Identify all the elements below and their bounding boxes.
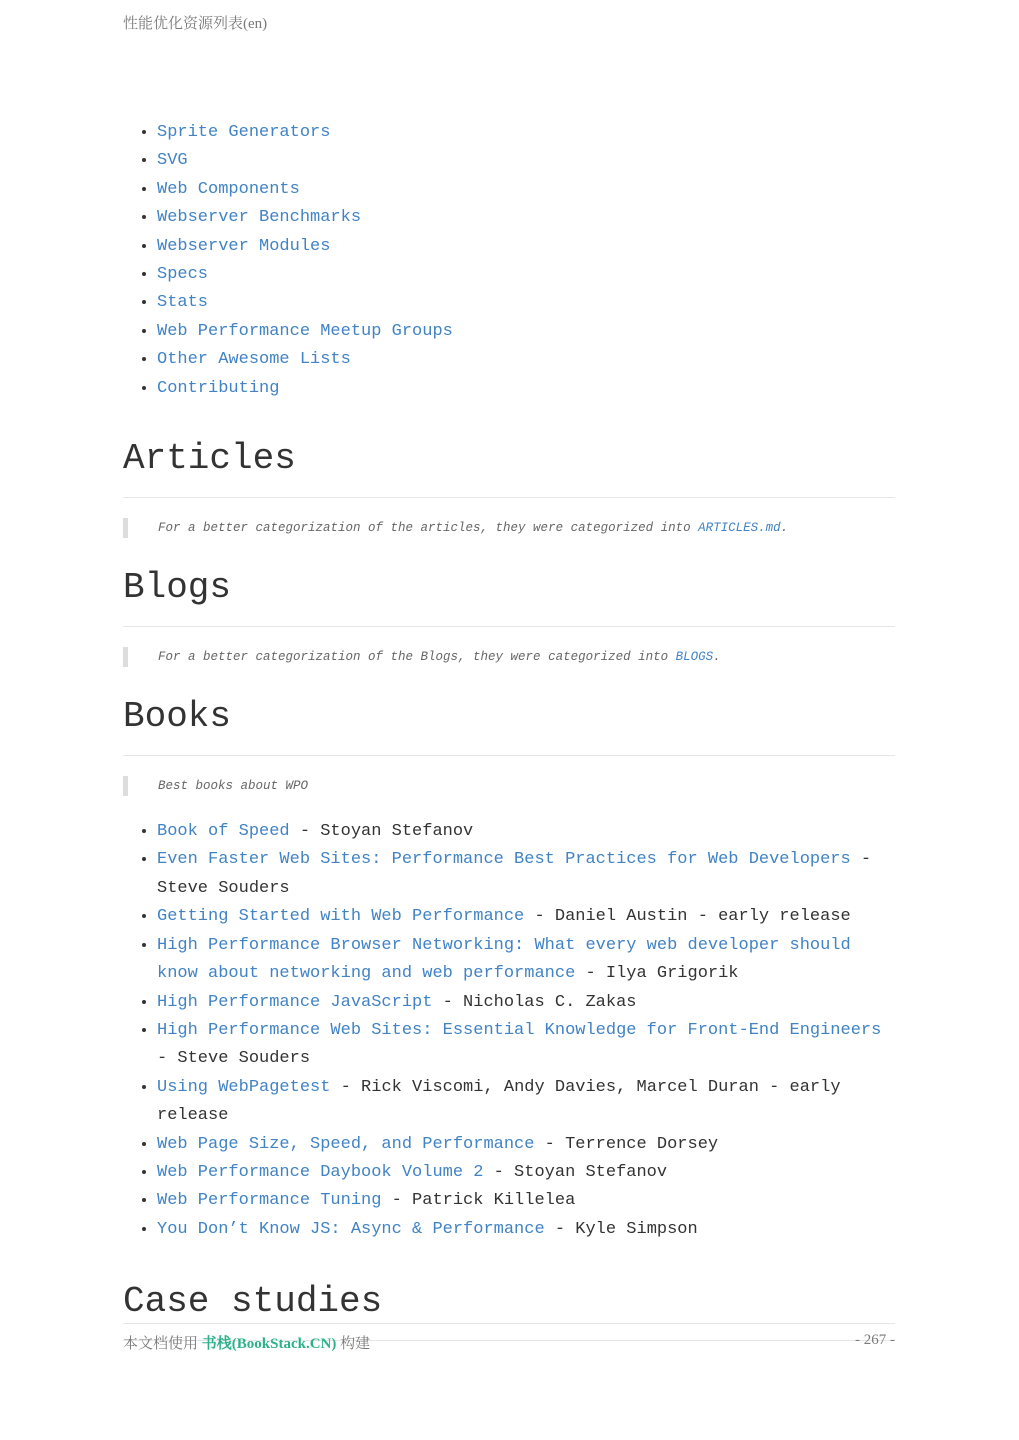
toc-link-contributing[interactable]: Contributing [157, 378, 280, 398]
footer-prefix: 本文档使用 [123, 1336, 202, 1352]
toc-link-stats[interactable]: Stats [157, 293, 209, 313]
case-studies-heading: Case studies [123, 1282, 895, 1341]
toc-item [157, 204, 895, 232]
toc-link-webserver-modules[interactable]: Webserver Modules [157, 236, 331, 256]
toc-link-svg[interactable]: SVG [157, 151, 188, 171]
book-link[interactable]: High Performance JavaScript [157, 992, 433, 1012]
book-link[interactable]: High Performance Web Sites: Essential Knowledge for Front-End Engineers [157, 1020, 882, 1040]
book-author: - Daniel Austin - early release [524, 907, 851, 927]
toc-item [157, 119, 895, 147]
toc-item [157, 176, 895, 204]
toc-link-specs[interactable]: Specs [157, 265, 209, 285]
books-note-text: Best books about WPO [158, 779, 309, 794]
book-item [157, 818, 895, 846]
toc-link-web-components[interactable]: Web Components [157, 179, 300, 199]
book-link[interactable]: Even Faster Web Sites: Performance Best Practices for Web Developers [157, 850, 851, 870]
blogs-link[interactable]: BLOGS [675, 650, 714, 665]
toc-link-sprite-generators[interactable]: Sprite Generators [157, 123, 331, 142]
toc-item [157, 147, 895, 175]
toc-item [157, 289, 895, 317]
book-author: - Nicholas C. Zakas [432, 992, 637, 1012]
articles-note-text: For a better categorization of the articles, they were categorized into [158, 521, 699, 536]
book-author: - Stoyan Stefanov [483, 1162, 668, 1182]
book-author: - Stoyan Stefanov [289, 822, 474, 842]
toc-link-other-awesome-lists[interactable]: Other Awesome Lists [157, 350, 351, 370]
toc-item [157, 375, 895, 403]
book-item [157, 1159, 895, 1187]
toc-item [157, 261, 895, 289]
book-link[interactable]: Web Performance Daybook Volume 2 [157, 1162, 484, 1182]
articles-note-suffix: . [780, 521, 789, 536]
book-item [157, 932, 895, 989]
articles-md-link[interactable]: ARTICLES.md [698, 521, 781, 536]
book-author: - Ilya Grigorik [575, 964, 739, 984]
books-list [123, 818, 895, 1244]
book-author: - Steve Souders [157, 1049, 311, 1069]
book-author: - Steve Souders [157, 850, 872, 898]
book-item [157, 1017, 895, 1074]
footer-suffix: 构建 [336, 1336, 371, 1352]
book-item [157, 989, 895, 1017]
book-author: - Patrick Killelea [381, 1191, 576, 1211]
book-link[interactable]: Web Performance Tuning [157, 1191, 382, 1211]
book-link[interactable]: You Don’t Know JS: Async & Performance [157, 1219, 545, 1239]
blogs-heading: Blogs [123, 568, 895, 627]
articles-note [123, 518, 895, 538]
book-item [157, 1074, 895, 1131]
page-header-title: 性能优化资源列表(en) [123, 16, 268, 32]
book-link[interactable]: Web Page Size, Speed, and Performance [157, 1134, 535, 1154]
document-content [123, 119, 895, 1341]
book-author: - Rick Viscomi, Andy Davies, Marcel Duran - early release [157, 1077, 841, 1126]
page-footer [123, 1323, 895, 1353]
blogs-note-text: For a better categorization of the Blogs, they were categorized into [158, 650, 676, 665]
page-number: - 267 - [855, 1332, 895, 1348]
toc-item [157, 318, 895, 346]
blogs-note-suffix: . [713, 650, 721, 665]
toc-item [157, 346, 895, 374]
toc-item [157, 233, 895, 261]
bookstack-link[interactable]: 书栈(BookStack.CN) [201, 1336, 337, 1352]
book-link[interactable]: Getting Started with Web Performance [157, 907, 525, 927]
book-link[interactable]: Using WebPagetest [157, 1077, 331, 1097]
book-author: - Terrence Dorsey [534, 1134, 719, 1154]
book-author: - Kyle Simpson [544, 1219, 698, 1239]
toc-list [123, 119, 895, 403]
book-link[interactable]: High Performance Browser Networking: What every web developer should know about networking and web performance [157, 935, 851, 984]
book-item [157, 1187, 895, 1215]
book-item [157, 846, 895, 903]
blogs-note [123, 647, 895, 667]
book-item [157, 903, 895, 931]
articles-heading: Articles [123, 439, 895, 498]
book-link[interactable]: Book of Speed [157, 822, 290, 842]
toc-link-webserver-benchmarks[interactable]: Webserver Benchmarks [157, 208, 362, 228]
footer-credit [123, 1332, 370, 1353]
book-item [157, 1216, 895, 1244]
toc-link-meetup-groups[interactable]: Web Performance Meetup Groups [157, 321, 453, 341]
book-item [157, 1131, 895, 1159]
books-note [123, 776, 895, 796]
books-heading: Books [123, 697, 895, 756]
